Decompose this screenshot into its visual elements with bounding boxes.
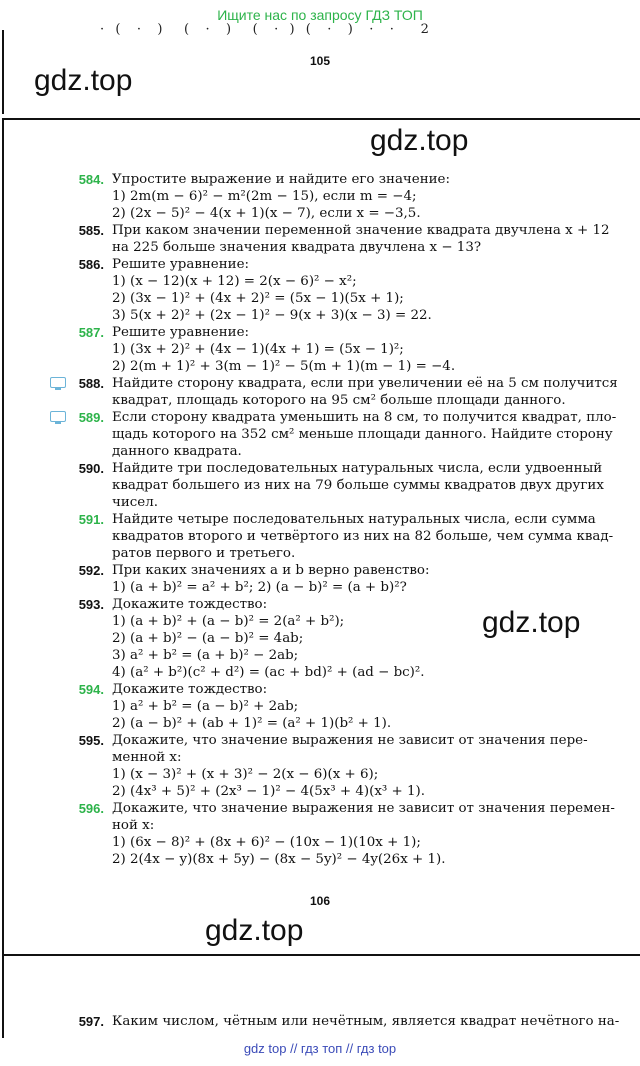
- problem-text: 1) (x − 12)(x + 12) = 2(x − 6)² − x²;: [112, 274, 357, 289]
- problem-number: 588.: [78, 376, 104, 391]
- problem-line: [0, 732, 640, 749]
- problem-text: ной x:: [112, 818, 155, 833]
- problem-number: 595.: [78, 733, 104, 748]
- problem-text: квадратов второго и четвёртого из них на 82 больше, чем сумма квад-: [112, 529, 614, 544]
- problem-text: Найдите три последовательных натуральных числа, если удвоенный: [112, 461, 603, 476]
- problem-number: 589.: [78, 410, 104, 425]
- problem-text: 2) (a + b)² − (a − b)² = 4ab;: [112, 631, 304, 646]
- problem-line: [0, 800, 640, 817]
- problem-text: 3) 5(x + 2)² + (2x − 1)² − 9(x + 3)(x − 3) = 22.: [112, 308, 432, 323]
- watermark: gdz.top: [482, 606, 581, 639]
- problem-text: Решите уравнение:: [112, 325, 250, 340]
- problem-number: 585.: [78, 223, 104, 238]
- problem-592: [0, 562, 640, 596]
- problem-586: [0, 256, 640, 324]
- problem-line: [0, 358, 640, 375]
- problem-line: [0, 324, 640, 341]
- problem-text: чисел.: [112, 495, 158, 510]
- problem-line: [0, 511, 640, 528]
- problem-text: 1) (6x − 8)² + (8x + 6)² − (10x − 1)(10x + 1);: [112, 835, 421, 850]
- watermark: gdz.top: [205, 914, 304, 947]
- top-banner[interactable]: Ищите нас по запросу ГДЗ ТОП: [217, 7, 423, 23]
- problem-number: 584.: [78, 172, 104, 187]
- problem-text: 2) (a − b)² + (ab + 1)² = (a² + 1)(b² + 1).: [112, 716, 392, 731]
- problem-text: 1) (3x + 2)² + (4x − 1)(4x + 1) = (5x − 1)²;: [112, 342, 404, 357]
- problem-number: 590.: [78, 461, 104, 476]
- problem-text: Каким числом, чётным или нечётным, является квадрат нечётного на-: [112, 1014, 620, 1029]
- problem-number: 587.: [78, 325, 104, 340]
- problem-text: Если сторону квадрата уменьшить на 8 см, то получится квадрат, пло-: [112, 410, 617, 425]
- problem-line: [0, 341, 640, 358]
- cut-off-formula-row: · ( · ) ( · ) ( · ) ( · ) · · 2: [100, 22, 430, 37]
- problem-line: [0, 834, 640, 851]
- problem-line: [0, 239, 640, 256]
- page-number-105: 105: [309, 54, 331, 68]
- problem-text: 1) (x − 3)² + (x + 3)² − 2(x − 6)(x + 6);: [112, 767, 379, 782]
- problem-number: 597.: [78, 1014, 104, 1029]
- problem-line: [0, 409, 640, 426]
- problem-line: [0, 205, 640, 222]
- problem-text: квадрат, площадь которого на 95 см² больше площади данного.: [112, 393, 566, 408]
- problem-text: Найдите четыре последовательных натуральных числа, если сумма: [112, 512, 596, 527]
- problem-number: 591.: [78, 512, 104, 527]
- problem-587: [0, 324, 640, 375]
- problem-text: ратов первого и третьего.: [112, 546, 296, 561]
- problem-line: [0, 494, 640, 511]
- monitor-icon: [50, 411, 66, 422]
- problem-line: [0, 307, 640, 324]
- problem-line: [0, 664, 640, 681]
- problem-text: Упростите выражение и найдите его значение:: [112, 172, 450, 187]
- problem-line: [0, 426, 640, 443]
- problem-text: 1) (a + b)² + (a − b)² = 2(a² + b²);: [112, 614, 345, 629]
- page-number-106: 106: [309, 894, 331, 908]
- problem-text: При каких значениях a и b верно равенство:: [112, 563, 430, 578]
- problem-number: 593.: [78, 597, 104, 612]
- problem-text: квадрат большего из них на 79 больше суммы квадратов двух других: [112, 478, 604, 493]
- problem-line: [0, 188, 640, 205]
- problem-text: 1) a² + b² = (a − b)² + 2ab;: [112, 699, 299, 714]
- problem-number: 594.: [78, 682, 104, 697]
- problem-text: Найдите сторону квадрата, если при увеличении её на 5 см получится: [112, 376, 618, 391]
- monitor-icon: [50, 377, 66, 388]
- problem-text: 1) 2m(m − 6)² − m²(2m − 15), если m = −4;: [112, 189, 417, 204]
- problem-line: [0, 222, 640, 239]
- watermark: gdz.top: [34, 64, 133, 97]
- problem-number: 586.: [78, 257, 104, 272]
- footer-links[interactable]: gdz top // гдз топ // гдз top: [243, 1041, 397, 1056]
- problem-text: 2) (3x − 1)² + (4x + 2)² = (5x − 1)(5x + 1);: [112, 291, 404, 306]
- problem-line: [0, 579, 640, 596]
- problem-line: [0, 647, 640, 664]
- problem-588: [0, 375, 640, 409]
- problem-597: [0, 1014, 640, 1032]
- problem-line: [0, 256, 640, 273]
- problem-line: [0, 528, 640, 545]
- problem-line: [0, 392, 640, 409]
- problem-590: [0, 460, 640, 511]
- problem-text: Решите уравнение:: [112, 257, 250, 272]
- problem-line: [0, 171, 640, 188]
- problem-text: Докажите, что значение выражения не зависит от значения пере-: [112, 733, 588, 748]
- problem-text: При каком значении переменной значение квадрата двучлена x + 12: [112, 223, 610, 238]
- problem-text: данного квадрата.: [112, 444, 242, 459]
- problem-list: [0, 171, 640, 868]
- problem-text: Докажите, что значение выражения не зависит от значения перемен-: [112, 801, 615, 816]
- watermark: gdz.top: [370, 124, 469, 157]
- problem-text: 2) (4x³ + 5)² + (2x³ − 1)² − 4(5x³ + 4)(x³ + 1).: [112, 784, 426, 799]
- problem-text: Докажите тождество:: [112, 682, 268, 697]
- problem-line: [0, 681, 640, 698]
- problem-line: [0, 715, 640, 732]
- problem-line: [0, 273, 640, 290]
- problem-text: на 225 больше значения квадрата двучлена x − 13?: [112, 240, 482, 255]
- problem-line: [0, 562, 640, 579]
- problem-line: [0, 443, 640, 460]
- problem-number: 596.: [78, 801, 104, 816]
- problem-text: 2) 2(m + 1)² + 3(m − 1)² − 5(m + 1)(m − 1) = −4.: [112, 359, 456, 374]
- problem-line: [0, 290, 640, 307]
- problem-line: [0, 749, 640, 766]
- problem-number: 592.: [78, 563, 104, 578]
- problem-line: [0, 851, 640, 868]
- problem-line: [0, 460, 640, 477]
- problem-text: 2) 2(4x − y)(8x + 5y) − (8x − 5y)² − 4y(26x + 1).: [112, 852, 446, 867]
- problem-text: 4) (a² + b²)(c² + d²) = (ac + bd)² + (ad − bc)².: [112, 665, 425, 680]
- problem-text: 1) (a + b)² = a² + b²; 2) (a − b)² = (a + b)²?: [112, 580, 407, 595]
- problem-594: [0, 681, 640, 732]
- problem-589: [0, 409, 640, 460]
- problem-text: Докажите тождество:: [112, 597, 268, 612]
- problem-line: [0, 545, 640, 562]
- problem-596: [0, 800, 640, 868]
- problem-595: [0, 732, 640, 800]
- problem-line: [0, 766, 640, 783]
- problem-585: [0, 222, 640, 256]
- problem-text: 3) a² + b² = (a + b)² − 2ab;: [112, 648, 299, 663]
- problem-line: [0, 817, 640, 834]
- problem-text: менной x:: [112, 750, 182, 765]
- problem-text: щадь которого на 352 см² меньше площади данного. Найдите сторону: [112, 427, 613, 442]
- problem-text: 2) (2x − 5)² − 4(x + 1)(x − 7), если x = −3,5.: [112, 206, 421, 221]
- problem-591: [0, 511, 640, 562]
- problem-584: [0, 171, 640, 222]
- problem-line: [0, 698, 640, 715]
- problem-line: [0, 783, 640, 800]
- problem-line: [0, 375, 640, 392]
- problem-line: [0, 477, 640, 494]
